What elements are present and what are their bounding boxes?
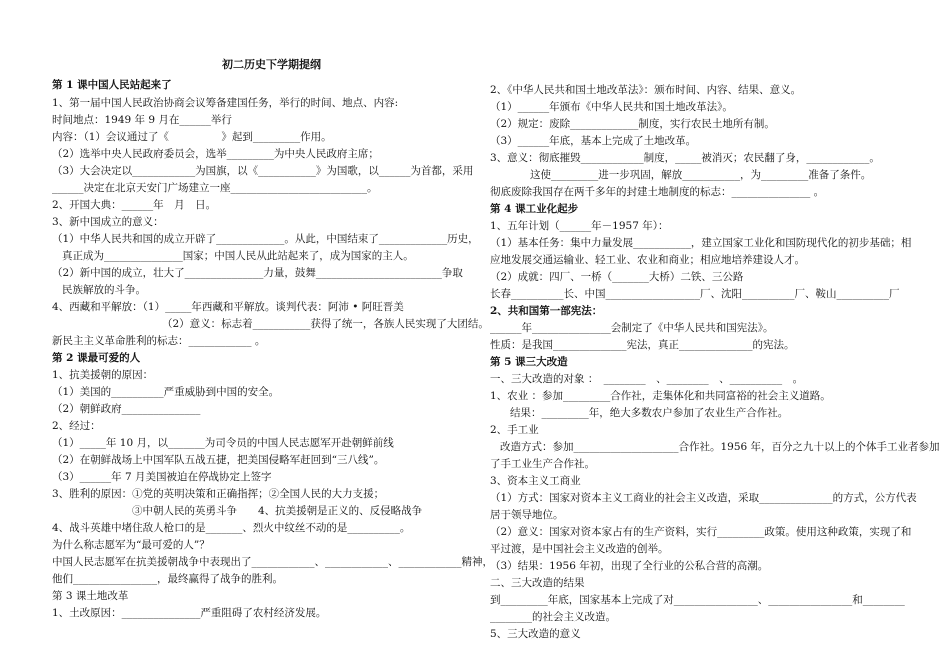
text-line: （2）新中国的成立，壮大了_______________力量，鼓舞________________________争取	[52, 267, 463, 279]
text-line: （3）结果：1956 年初，出现了全行业的公私合营的高潮。	[490, 560, 769, 572]
text-line: （1）中华人民共和国的成立开辟了_____________。从此，中国结束了_____________历史，	[52, 233, 479, 245]
text-line: 1、第一届中国人民政治协商会议筹备建国任务，举行的时间、地点、内容:	[52, 97, 399, 109]
text-line: 3、资本主义工商业	[490, 475, 581, 487]
section-heading: 第 5 课三大改造	[490, 356, 568, 368]
text-line: 一、三大改造的对象 ： ________ 、________ 、__________ 。	[490, 373, 804, 385]
text-line: 应地发展交通运输业、轻工业、农业和商业；相应地培养建设人才。	[490, 254, 805, 266]
text-line: 2、经过：	[52, 420, 101, 432]
text-line: （2）意义：标志着___________获得了统一，各族人民实现了大团结。	[162, 318, 489, 330]
page-title: 初二历史下学期提纲	[222, 58, 321, 71]
text-line: 3、新中国成立的意义：	[52, 216, 164, 228]
text-line: （2）选举中央人民政府委员会，选举_________为中央人民政府主席；	[52, 148, 379, 160]
text-line: 1、五年计划（______年－1957 年）：	[490, 220, 669, 232]
text-line: （3）大会决定以____________为国旗，以《___________》为国歌，以______为首都，采用	[52, 165, 474, 177]
text-line: 3、胜利的原因：①党的英明决策和正确指挥；②全国人民的大力支援；	[52, 488, 385, 500]
text-line: 彻底废除我国存在两千多年的封建土地制度的标志：_______________ 。	[490, 186, 825, 198]
text-line: 2、手工业	[490, 424, 539, 436]
text-line: 1、农业 ：参加_________合作社，走集体化和共同富裕的社会主义道路。	[490, 390, 831, 402]
text-line: 居于领导地位。	[490, 509, 564, 521]
text-line: 中国人民志愿军在抗美援朝战争中表现出了____________、____________、____________精神，	[52, 556, 493, 568]
text-line: 为什么称志愿军为“最可爱的人”？	[52, 539, 210, 551]
section-heading: 第 4 课工业化起步	[490, 203, 579, 215]
text-line: （1）方式：国家对资本主义工商业的社会主义改造，采取______________的方式，公方代表	[490, 492, 917, 504]
text-line: （1）_____年 10 月，以_______为司令员的中国人民志愿军开赴朝鲜前线	[52, 437, 394, 449]
text-line: 这使_________进一步巩固，解放___________，为_________准备了条件。	[530, 169, 872, 181]
text-line: 改造方式：参加____________________合作社。1956 年，百分之九十以上的个体手工业者参加	[500, 441, 940, 453]
text-line: （2）成就：四厂、一桥（_______大桥）二铁、三公路	[490, 271, 744, 283]
text-line: 4、西藏和平解放：（1）_____年西藏和平解放。谈判代表：阿沛 • 阿旺晋美	[52, 301, 404, 313]
text-line: 到_________年底，国家基本上完成了对________________、________________和________	[490, 594, 905, 606]
text-line: 第 3 课土地改革	[52, 590, 129, 602]
text-line: 真正成为_______________国家；中国人民从此站起来了，成为国家的主人。	[62, 250, 414, 262]
text-line: （1）______年颁布《中华人民共和国土地改革法》。	[490, 101, 733, 113]
text-line: 长春__________长、中国__________________厂、沈阳__________厂、鞍山__________厂	[490, 288, 900, 300]
text-line: 新民主主义革命胜利的标志：____________ 。	[52, 335, 266, 347]
text-line: 民族解放的斗争。	[62, 284, 146, 296]
text-line: ________的社会主义改造。	[490, 611, 616, 623]
text-line: ③中朝人民的英勇斗争 4、抗美援朝是正义的、反侵略战争	[132, 505, 423, 517]
text-line: 1、土改原因：_______________严重阻碍了农村经济发展。	[52, 607, 327, 619]
text-line: 2、开国大典：______年 月 日。	[52, 199, 217, 211]
text-line: 了手工业生产合作社。	[490, 458, 595, 470]
text-line: （3）______年底，基本上完成了土地改革。	[490, 135, 697, 147]
section-heading: 第 2 课最可爱的人	[52, 352, 141, 364]
text-line: 2、《中华人民共和国土地改革法》：颁布时间、内容、结果、意义。	[490, 84, 802, 96]
text-line: （2）意义：国家对资本家占有的生产资料，实行_________政策。使用这种政策，实现了和	[490, 526, 912, 538]
text-line: 平过渡，是中国社会主义改造的创举。	[490, 543, 669, 555]
text-line: （1）美国的__________严重威胁到中国的安全。	[52, 386, 280, 398]
section-heading: 2、共和国第一部宪法：	[490, 305, 603, 317]
text-line: 1、抗美援朝的原因：	[52, 369, 154, 381]
text-line: （2）在朝鲜战场上中国军队五战五捷，把美国侵略军赶回到“三八线”。	[52, 454, 385, 466]
text-line: 时间地点：1949 年 9 月在______举行	[52, 114, 232, 126]
text-line: 结果：_________年，绝大多数农户参加了农业生产合作社。	[510, 407, 789, 419]
text-line: 内容：（1）会议通过了《 》起到_________作用。	[52, 131, 332, 143]
text-line: （2）朝鲜政府_______________	[52, 403, 201, 415]
section-heading: 第 1 课中国人民站起来了	[52, 79, 172, 91]
text-line: 他们________________，最终赢得了战争的胜利。	[52, 573, 283, 585]
text-line: （3）______年 7 月美国被迫在停战协定上签字	[52, 471, 272, 483]
text-line: （1）基本任务：集中力量发展___________，建立国家工业化和国防现代化的初步基础；相	[490, 237, 912, 249]
text-line: 4、战斗英雄中堵住敌人枪口的是_______、烈火中纹丝不动的是__________。	[52, 522, 411, 534]
text-line: 性质：是我国______________宪法，真正______________的宪法。	[490, 339, 795, 351]
text-line: ______决定在北京天安门广场建立一座__________________________。	[52, 182, 378, 194]
text-line: 5、三大改造的意义	[490, 628, 581, 640]
text-line: 3、意义：彻底摧毁____________制度，_____被消灭；农民翻了身，____________。	[490, 152, 880, 164]
text-line: 二、三大改造的结果	[490, 577, 585, 589]
text-line: ______年_______________会制定了《中华人民共和国宪法》。	[490, 322, 774, 334]
text-line: （2）规定：废除_____________制度，实行农民土地所有制。	[490, 118, 775, 130]
